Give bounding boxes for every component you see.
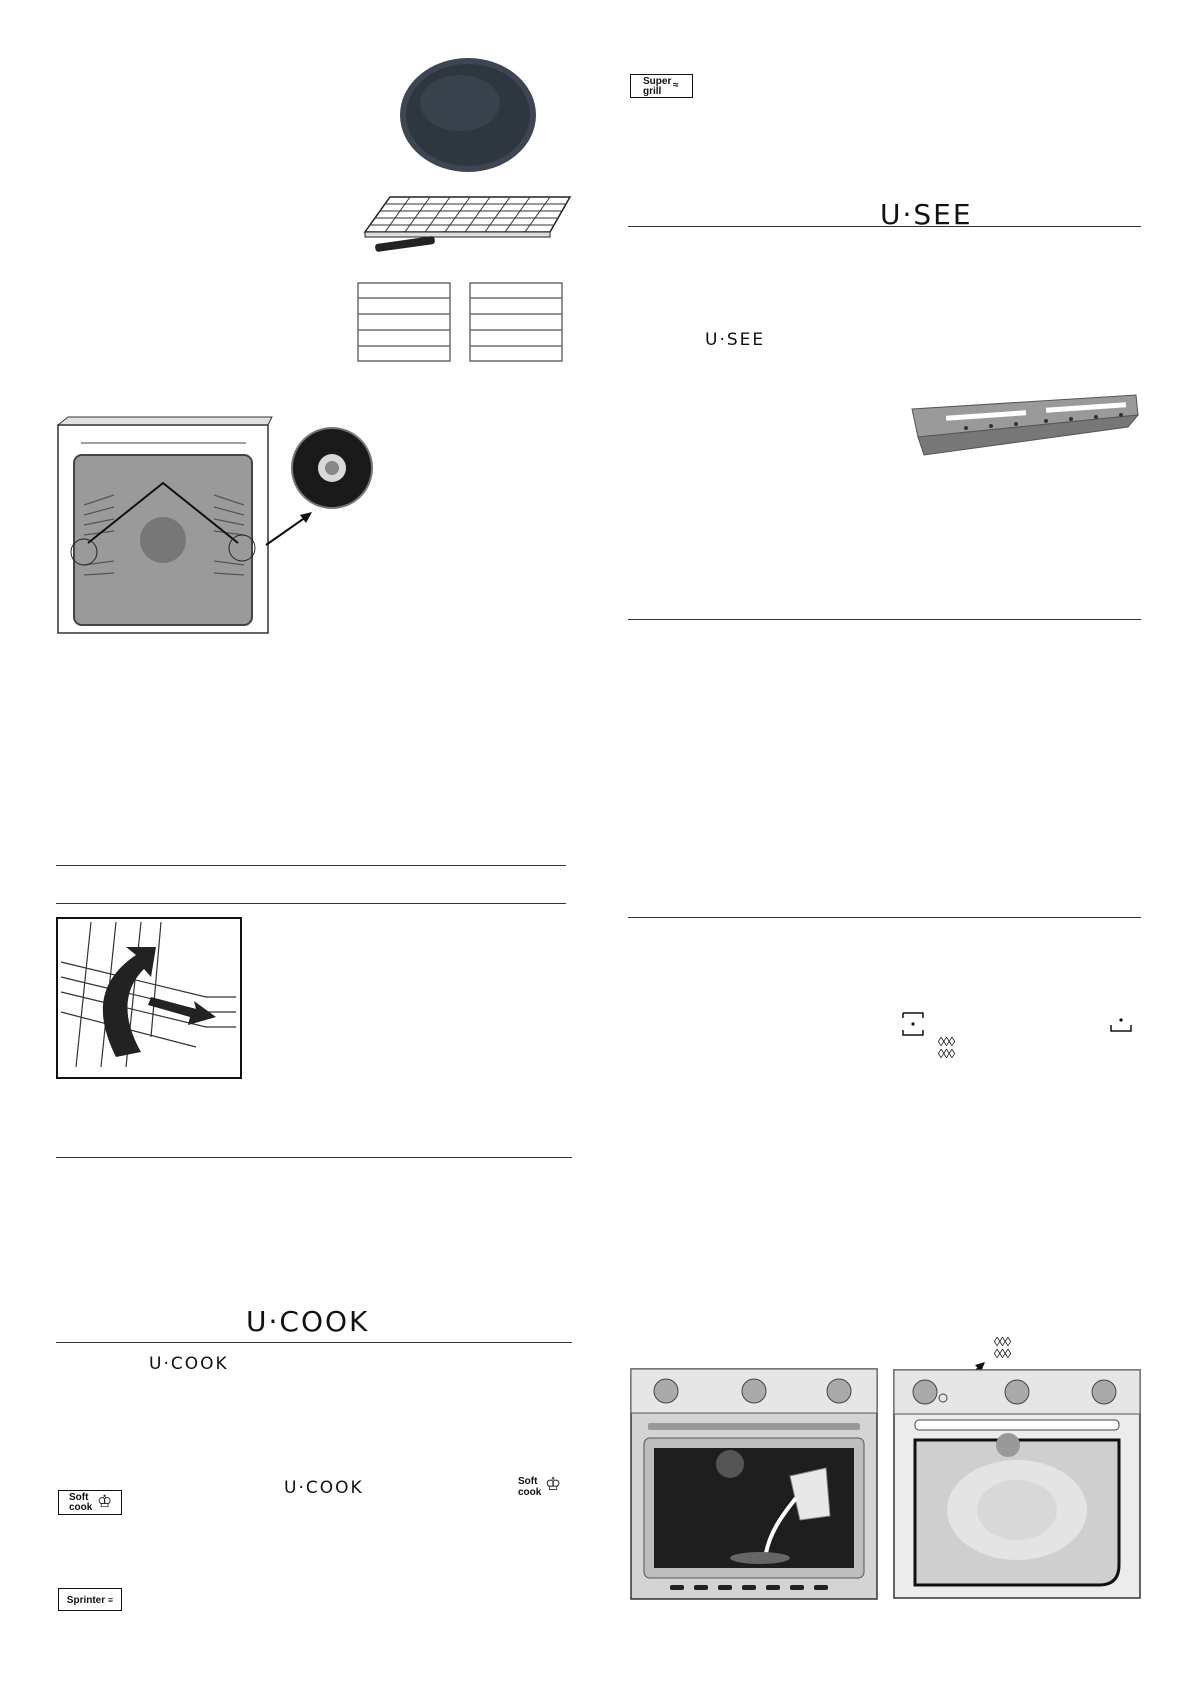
soft-cook-line1: Soft bbox=[69, 1492, 89, 1503]
section-divider bbox=[628, 226, 1141, 227]
soft-cook-mark bbox=[516, 1475, 566, 1501]
super-grill-line1: Super bbox=[643, 76, 672, 87]
super-grill-badge bbox=[630, 74, 693, 98]
chef-hat-icon: ♔ bbox=[545, 1474, 562, 1494]
wire-shelf-figure bbox=[360, 192, 575, 260]
shelf-removal-figure bbox=[56, 917, 242, 1079]
super-grill-line2: grill bbox=[643, 86, 662, 97]
side-racks-figure bbox=[355, 280, 567, 364]
sprinter-label: Sprinter bbox=[66, 1595, 106, 1606]
section-divider bbox=[628, 619, 1141, 620]
section-divider bbox=[628, 917, 1141, 918]
bottom-heat-icon bbox=[900, 1010, 926, 1038]
section-divider bbox=[56, 903, 566, 904]
ucook-logo: U·COOK bbox=[246, 1305, 370, 1338]
usee-logo-inline: U·SEE bbox=[705, 330, 766, 350]
section-divider bbox=[56, 1157, 572, 1158]
sprinter-badge bbox=[58, 1588, 122, 1611]
ucook-logo-inline: U·COOK bbox=[149, 1354, 229, 1374]
water-drops-row: ◊◊◊ bbox=[937, 1034, 955, 1049]
water-channel-figure bbox=[906, 393, 1141, 459]
oven-steam-figure bbox=[893, 1360, 1141, 1600]
usee-logo: U·SEE bbox=[880, 198, 973, 231]
oven-pouring-water-figure bbox=[630, 1368, 878, 1600]
water-drops-row: ◊◊◊ bbox=[937, 1046, 955, 1061]
section-divider bbox=[56, 1342, 572, 1343]
soft-cook-line2: cook bbox=[518, 1487, 542, 1498]
chef-hat-icon: ♔ bbox=[97, 1492, 113, 1511]
wave-icon: ≈ bbox=[673, 80, 679, 91]
soft-cook-line1: Soft bbox=[518, 1476, 538, 1487]
ucook-logo-inline: U·COOK bbox=[284, 1478, 364, 1498]
water-drops-row: ◊◊◊ bbox=[993, 1334, 1011, 1349]
speed-lines-icon: ≡ bbox=[107, 1595, 114, 1605]
bottom-element-icon bbox=[1108, 1013, 1134, 1035]
oven-interior-figure bbox=[56, 415, 386, 635]
water-drops-row: ◊◊◊ bbox=[993, 1346, 1011, 1361]
water-drops-icon bbox=[987, 1336, 1017, 1360]
section-divider bbox=[56, 865, 566, 866]
soft-cook-badge bbox=[58, 1490, 122, 1515]
soft-cook-line2: cook bbox=[69, 1502, 93, 1513]
pizza-tray-figure bbox=[398, 55, 538, 173]
water-drops-icon bbox=[931, 1036, 961, 1060]
